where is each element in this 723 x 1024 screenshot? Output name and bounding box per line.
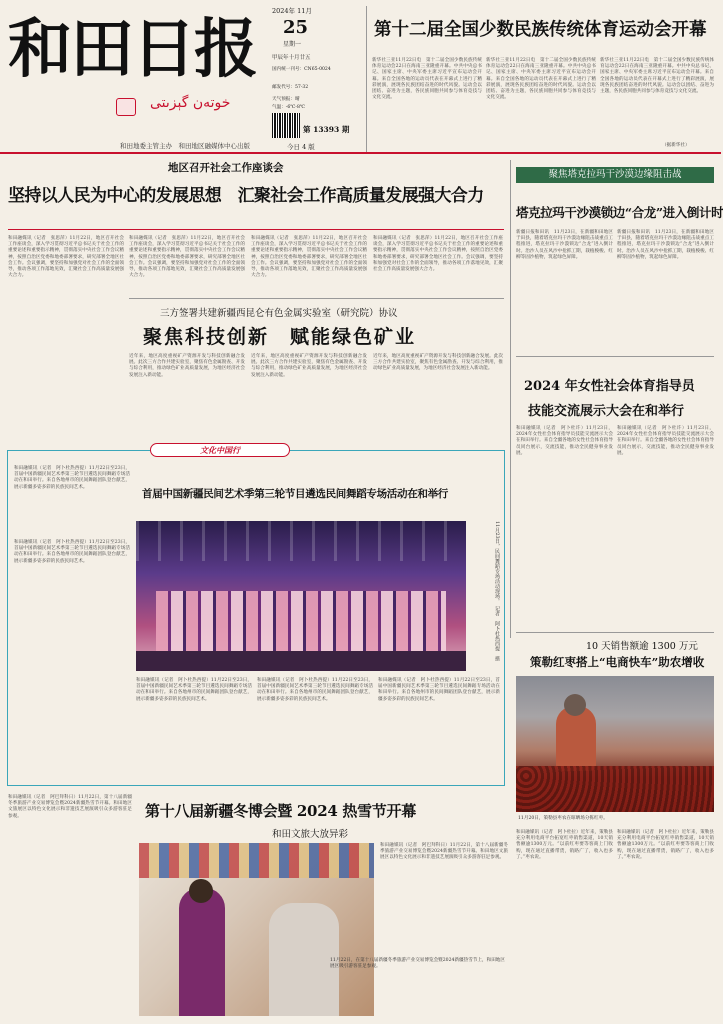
issue-day: 25 xyxy=(283,17,309,38)
expo-col-2: 和田融媒讯（记者 阿巴拜科日）11月22日，第十八届新疆冬季旅游产业交易博览会暨2024新疆热雪节开幕。和田地区文旅展区以特色文化展示和非遗技艺展演吸引众多游客驻足参观。 xyxy=(380,843,508,861)
expo-photo-caption: 11月22日，在第十八届新疆冬季旅游产业交易博览会暨2024新疆热雪节上，和田地区展区吸引游客驻足参观。 xyxy=(330,958,505,969)
lunar-date: 甲辰年十月廿五 xyxy=(272,55,311,61)
expo-subheadline: 和田文旅大放异彩 xyxy=(272,829,349,840)
barcode xyxy=(272,113,300,138)
culture-col-2: 和田融媒讯（记者 阿卜杜热西提）11月22日至23日，首届中国新疆民间艺术季第三轮节目遴选民间舞蹈专场活动在和田举行。来自各地州市的民间舞蹈团队登台献艺，展示新疆多姿多彩的民族民间艺术。 xyxy=(136,678,252,702)
lab-kicker: 三方签署共建新疆西昆仑有色金属实验室（研究院）协议 xyxy=(160,308,398,319)
expo-headline: 第十八届新疆冬博会暨 2024 热雪节开幕 xyxy=(145,802,416,820)
top-story-body-2: 新华社三亚11月22日电 第十二届全国少数民族传统体育运动会22日在海南三亚隆重开幕。中共中央总书记、国家主席、中央军委主席习近平宣布运动会开幕。来自全国各地的运动员代表在开幕式上进行了精彩展演，展现各民族团结奋进的时代风貌。运动会以团结、奋进为主题，各民族同胞共同参与体育竞技与文化交流。 xyxy=(486,58,596,101)
top-story-body-3: 新华社三亚11月22日电 第十二届全国少数民族传统体育运动会22日在海南三亚隆重开幕。中共中央总书记、国家主席、中央军委主席习近平宣布运动会开幕。来自全国各地的运动员代表在开幕式上进行了精彩展演，展现各民族团结奋进的时代风貌。运动会以团结、奋进为主题，各民族同胞共同参与体育竞技与文化交流。 xyxy=(600,58,714,95)
top-story-headline: 第十二届全国少数民族传统体育运动会开幕 xyxy=(374,20,707,40)
lead-col-3: 和田融媒讯（记者 张思萍）11月22日，地区召开社会工作座谈会，深入学习贯彻习近平总书记关于社会工作的重要论述和重要指示精神，贯彻落实中央社会工作会议精神，按照自治区党委和地委部署要求，研究部署全地区社会工作。会议强调，要坚持和加强党对社会工作的全面领导，推动各项工作落地见效，汇聚社会工作高质量发展强大合力。 xyxy=(251,236,367,279)
culture-headline: 首届中国新疆民间艺术季第三轮节目遴选民间舞蹈专场活动在和举行 xyxy=(142,488,448,500)
lab-headline: 聚焦科技创新 赋能绿色矿业 xyxy=(143,326,417,348)
masthead-divider xyxy=(366,6,367,152)
paper-seal xyxy=(116,98,136,116)
jujube-divider xyxy=(516,632,714,633)
expo-intro: 和田融媒讯（记者 阿巴拜科日）11月22日，第十八届新疆冬季旅游产业交易博览会暨2024新疆热雪节开幕。和田地区文旅展区以特色文化展示和非遗技艺展演吸引众多游客驻足参观。 xyxy=(8,795,132,819)
newspaper-title: 和田日报 xyxy=(8,12,256,87)
issue-number: 第 13393 期 xyxy=(303,125,350,134)
jujube-col-2: 和田融媒讯（记者 阿卜杜拉）近年来，策勒县充分利用电商平台拓宽红枣销售渠道，10天销售额逾1300万元。“以前红枣要等客商上门收购，现在通过直播带货，销路广了，收入也多了。”枣农说。 xyxy=(617,830,714,860)
dance-photo xyxy=(136,521,466,671)
lab-divider xyxy=(129,298,504,299)
jujube-kicker: 10 天销售额逾 1300 万元 xyxy=(586,641,698,652)
side-feature-col-2: 新疆日报和田讯 11月23日，在新疆和田地区于田县，随着塔克拉玛干沙漠边缘阻击战重点工程推进，塔克拉玛干沙漠锁边“合龙”进入倒计时。治沙人员在风沙中抢抓工期，栽植梭梭、红柳等固沙植物，筑起绿色屏障。 xyxy=(617,230,714,260)
jujube-photo-caption: 11月20日，策勒县枣农在晾晒场分拣红枣。 xyxy=(518,816,608,821)
weather-forecast: 天气预报：晴 xyxy=(272,97,300,102)
lead-col-4: 和田融媒讯（记者 张思萍）11月22日，地区召开社会工作座谈会，深入学习贯彻习近平总书记关于社会工作的重要论述和重要指示精神，贯彻落实中央社会工作会议精神，按照自治区党委和地委部署要求，研究部署全地区社会工作。会议强调，要坚持和加强党对社会工作的全面领导，推动各项工作落地见效，汇聚社会工作高质量发展强大合力。 xyxy=(373,236,503,273)
year-month: 2024年 11月 xyxy=(272,7,312,15)
women-col-1: 和田融媒讯（记者 阿卜杜许）11月23日，2024年女性社会体育指导员技能交流展示大会在和田举行。来自全疆各地的女性社会体育指导员同台展示，交流技能，推动全民健身事业发展。 xyxy=(516,426,613,456)
side-feature-headline: 塔克拉玛干沙漠锁边“合龙”进入倒计时 xyxy=(516,205,723,220)
lab-col-3: 近年来，地区高度重视矿产资源开发与科技创新融合发展。此次三方合作共建实验室，聚焦有色金属勘查、开发与综合利用，推动绿色矿业高质量发展，为地区经济社会发展注入新动能。 xyxy=(373,354,503,372)
publisher-line: 和田地委主管主办 和田地区融媒体中心出版 xyxy=(120,142,250,150)
lab-col-1: 近年来，地区高度重视矿产资源开发与科技创新融合发展。此次三方合作共建实验室，聚焦有色金属勘查、开发与综合利用，推动绿色矿业高质量发展，为地区经济社会发展注入新动能。 xyxy=(129,354,245,378)
women-headline-2: 技能交流展示大会在和举行 xyxy=(528,404,685,419)
jujube-photo xyxy=(516,676,714,812)
women-headline-1: 2024 年女性社会体育指导员 xyxy=(524,379,695,394)
weather-temp: 气温：-6℃-8℃ xyxy=(272,105,306,110)
culture-col-3: 和田融媒讯（记者 阿卜杜热西提）11月22日至23日，首届中国新疆民间艺术季第三轮节目遴选民间舞蹈专场活动在和田举行。来自各地州市的民间舞蹈团队登台献艺，展示新疆多姿多彩的民族民间艺术。 xyxy=(257,678,373,702)
section-bar: 地区召开社会工作座谈会 xyxy=(168,162,284,174)
top-story-author: （据新华社） xyxy=(662,143,690,148)
culture-intro: 和田融媒讯（记者 阿卜杜热西提）11月22日至23日，首届中国新疆民间艺术季第三轮节目遴选民间舞蹈专场活动在和田举行。来自各地州市的民间舞蹈团队登台献艺，展示新疆多姿多彩的民族民间艺术。 xyxy=(14,466,130,490)
lead-rule xyxy=(8,229,504,230)
culture-banner-text: 文化中国行 xyxy=(200,445,240,455)
lead-col-1: 和田融媒讯（记者 张思萍）11月22日，地区召开社会工作座谈会，深入学习贯彻习近平总书记关于社会工作的重要论述和重要指示精神，贯彻落实中央社会工作会议精神，按照自治区党委和地委部署要求，研究部署全地区社会工作。会议强调，要坚持和加强党对社会工作的全面领导，推动各项工作落地见效，汇聚社会工作高质量发展强大合力。 xyxy=(8,236,124,279)
side-feature-label-text: 聚焦塔克拉玛干沙漠边缘阻击战 xyxy=(548,169,682,180)
top-story-body-1: 新华社三亚11月22日电 第十二届全国少数民族传统体育运动会22日在海南三亚隆重开幕。中共中央总书记、国家主席、中央军委主席习近平宣布运动会开幕。来自全国各地的运动员代表在开幕式上进行了精彩展演，展现各民族团结奋进的时代风貌。运动会以团结、奋进为主题，各民族同胞共同参与体育竞技与文化交流。 xyxy=(372,58,482,101)
women-divider xyxy=(516,356,714,357)
side-feature-col-1: 新疆日报和田讯 11月23日，在新疆和田地区于田县，随着塔克拉玛干沙漠边缘阻击战重点工程推进，塔克拉玛干沙漠锁边“合龙”进入倒计时。治沙人员在风沙中抢抓工期，栽植梭梭、红柳等固沙植物，筑起绿色屏障。 xyxy=(516,230,613,260)
code-postal: 邮发代号：57-32 xyxy=(272,85,309,90)
jujube-col-1: 和田融媒讯（记者 阿卜杜拉）近年来，策勒县充分利用电商平台拓宽红枣销售渠道，10天销售额逾1300万元。“以前红枣要等客商上门收购，现在通过直播带货，销路广了，收入也多了。”枣农说。 xyxy=(516,830,613,860)
dance-photo-caption: 11月23日，民间舞蹈专场活动现场。 记者 阿卜杜热西提 摄 xyxy=(494,521,500,662)
lead-col-2: 和田融媒讯（记者 张思萍）11月22日，地区召开社会工作座谈会，深入学习贯彻习近平总书记关于社会工作的重要论述和重要指示精神，贯彻落实中央社会工作会议精神，按照自治区党委和地委部署要求，研究部署全地区社会工作。会议强调，要坚持和加强党对社会工作的全面领导，推动各项工作落地见效，汇聚社会工作高质量发展强大合力。 xyxy=(129,236,245,279)
women-col-2: 和田融媒讯（记者 阿卜杜许）11月23日，2024年女性社会体育指导员技能交流展示大会在和田举行。来自全疆各地的女性社会体育指导员同台展示，交流技能，推动全民健身事业发展。 xyxy=(617,426,714,456)
culture-col-1: 和田融媒讯（记者 阿卜杜热西提）11月22日至23日，首届中国新疆民间艺术季第三轮节目遴选民间舞蹈专场活动在和田举行。来自各地州市的民间舞蹈团队登台献艺，展示新疆多姿多彩的民族民间艺术。 xyxy=(14,540,130,564)
weekday: 星期一 xyxy=(283,41,302,48)
side-feature-label xyxy=(516,167,714,183)
culture-col-4: 和田融媒讯（记者 阿卜杜热西提）11月22日至23日，首届中国新疆民间艺术季第三轮节目遴选民间舞蹈专场活动在和田举行。来自各地州市的民间舞蹈团队登台献艺，展示新疆多姿多彩的民族民间艺术。 xyxy=(378,678,500,702)
culture-banner xyxy=(150,443,290,457)
lead-headline: 坚持以人民为中心的发展思想 汇聚社会工作高质量发展强大合力 xyxy=(8,186,484,206)
jujube-headline: 策勒红枣搭上“电商快车”助农增收 xyxy=(530,655,705,669)
lab-col-2: 近年来，地区高度重视矿产资源开发与科技创新融合发展。此次三方合作共建实验室，聚焦有色金属勘查、开发与综合利用，推动绿色矿业高质量发展，为地区经济社会发展注入新动能。 xyxy=(251,354,367,378)
masthead-rule xyxy=(0,152,721,154)
code-cn: 国内统一刊号：CN65-0024 xyxy=(272,67,331,72)
page-count: 今日 4 版 xyxy=(287,143,315,151)
uyghur-title: خوتەن گېزىتى xyxy=(150,95,231,111)
right-column-divider xyxy=(510,160,511,638)
